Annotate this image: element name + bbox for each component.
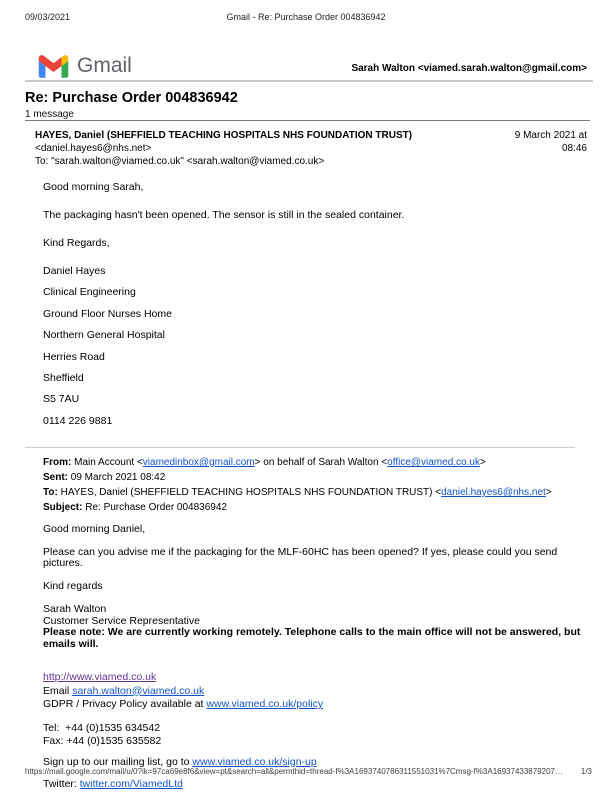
twitter-line [43,778,590,792]
message-date [515,129,587,168]
body-text: The packaging hasn't been opened. The sensor is still in the sealed container. [43,209,405,221]
quoted-remote-note: Please note: We are currently working remotely. Telephone calls to the main office will not be answered, but emails will. [43,626,581,650]
to-label: To: [43,487,58,498]
print-header [0,12,612,26]
page-title: Re: Purchase Order 004836942 [25,90,238,106]
quoted-sent-line [43,470,590,485]
sent-text: 09 March 2021 08:42 [68,472,166,483]
signature-line: Ground Floor Nurses Home [43,307,172,320]
gmail-header-bar [38,44,587,78]
gmail-logo [38,54,132,78]
gdpr-policy-link[interactable]: www.viamed.co.uk/policy [206,698,324,710]
from-text: > [479,457,486,468]
message-body [43,176,587,437]
quoted-sig-role: Customer Service Representative [43,614,200,627]
body-greeting: Good morning Sarah, [43,181,144,193]
gmail-wordmark: Gmail [77,54,132,77]
gmail-m-icon [38,54,69,78]
header-divider [25,80,593,82]
signature-line: 0114 226 9881 [43,414,113,427]
signature-line: Clinical Engineering [43,286,136,299]
from-text: > on behalf of Sarah Walton < [254,457,388,468]
to-email-link[interactable]: daniel.hayes6@nhs.net [441,487,546,498]
quoted-body [43,524,590,792]
email-line [43,685,590,699]
twitter-prefix: Twitter: [43,778,80,790]
to-text: HAYES, Daniel (SHEFFIELD TEACHING HOSPITALS NHS FOUNDATION TRUST) < [57,487,442,498]
body-closing: Kind Regards, [43,237,110,249]
print-date: 09/03/2021 [25,12,71,22]
signature-email-link[interactable]: sarah.walton@viamed.co.uk [72,684,205,697]
message-header [35,129,587,168]
signup-prefix: Sign up to our mailing list, go to [43,755,193,768]
message-date-line1: 9 March 2021 at [514,130,587,141]
print-footer-url: https://mail.google.com/mail/u/0?ik=97ca69e8f6&view=pt&search=all&permthid=thread-f%3A1693740786311551031%7Cmsg-f%3A16937433879207… [25,767,563,776]
sent-label: Sent: [43,472,68,483]
print-title: Gmail - Re: Purchase Order 004836942 [226,12,386,22]
from-text: Main Account < [71,457,143,468]
signature-line: S5 7AU [43,393,80,406]
website-line [43,671,590,685]
thread-subject-block [25,90,587,120]
account-owner: Sarah Walton <viamed.sarah.walton@gmail.com> [351,63,587,74]
email-prefix: Email [43,684,73,697]
mailing-list-link[interactable]: www.viamed.co.uk/sign-up [192,755,317,768]
website-link[interactable]: http://www.viamed.co.uk [43,671,157,683]
quoted-divider [25,447,575,448]
signature-line: Daniel Hayes [43,265,106,277]
message-count: 1 message [25,109,74,120]
tel-line: Tel: +44 (0)1535 634542 [43,721,161,734]
quoted-subject-line [43,500,590,515]
print-footer [25,767,592,776]
quoted-sig-name: Sarah Walton [43,603,107,615]
quoted-signature [43,604,590,650]
quoted-message [43,453,590,792]
quoted-to-line [43,485,590,500]
quoted-question: Please can you advise me if the packaging for the MLF-60HC has been opened? If yes, please could you send pictures. [43,546,558,569]
from-behalf-email-link[interactable]: office@viamed.co.uk [387,457,480,468]
sender-name: HAYES, Daniel (SHEFFIELD TEACHING HOSPITALS NHS FOUNDATION TRUST) [35,130,413,141]
message-date-line2: 08:46 [561,143,587,154]
gdpr-line [43,698,590,712]
recipient-line: To: "sarah.walton@viamed.co.uk" <sarah.walton@viamed.co.uk> [35,156,325,167]
signature-line: Sheffield [43,371,84,384]
sender-email: <daniel.hayes6@nhs.net> [35,143,152,154]
signature-block [43,266,587,427]
signature-line: Herries Road [43,350,105,363]
quoted-greeting: Good morning Daniel, [43,523,146,535]
subject-divider [25,120,590,121]
from-label: From: [43,457,72,468]
gdpr-prefix: GDPR / Privacy Policy available at [43,698,207,710]
quoted-closing: Kind regards [43,580,103,592]
print-page-number: 1/3 [580,767,592,776]
signature-line: Northern General Hospital [43,329,165,342]
fax-line: Fax: +44 (0)1535 635582 [43,735,162,747]
quoted-header [43,455,590,515]
subject-label: Subject: [43,502,83,513]
twitter-link[interactable]: twitter.com/ViamedLtd [79,778,183,790]
quoted-from-line [43,455,590,470]
sender-block [35,129,412,168]
subject-text: Re: Purchase Order 004836942 [82,502,227,513]
from-email-link[interactable]: viamedinbox@gmail.com [142,457,255,468]
to-text: > [545,487,552,498]
